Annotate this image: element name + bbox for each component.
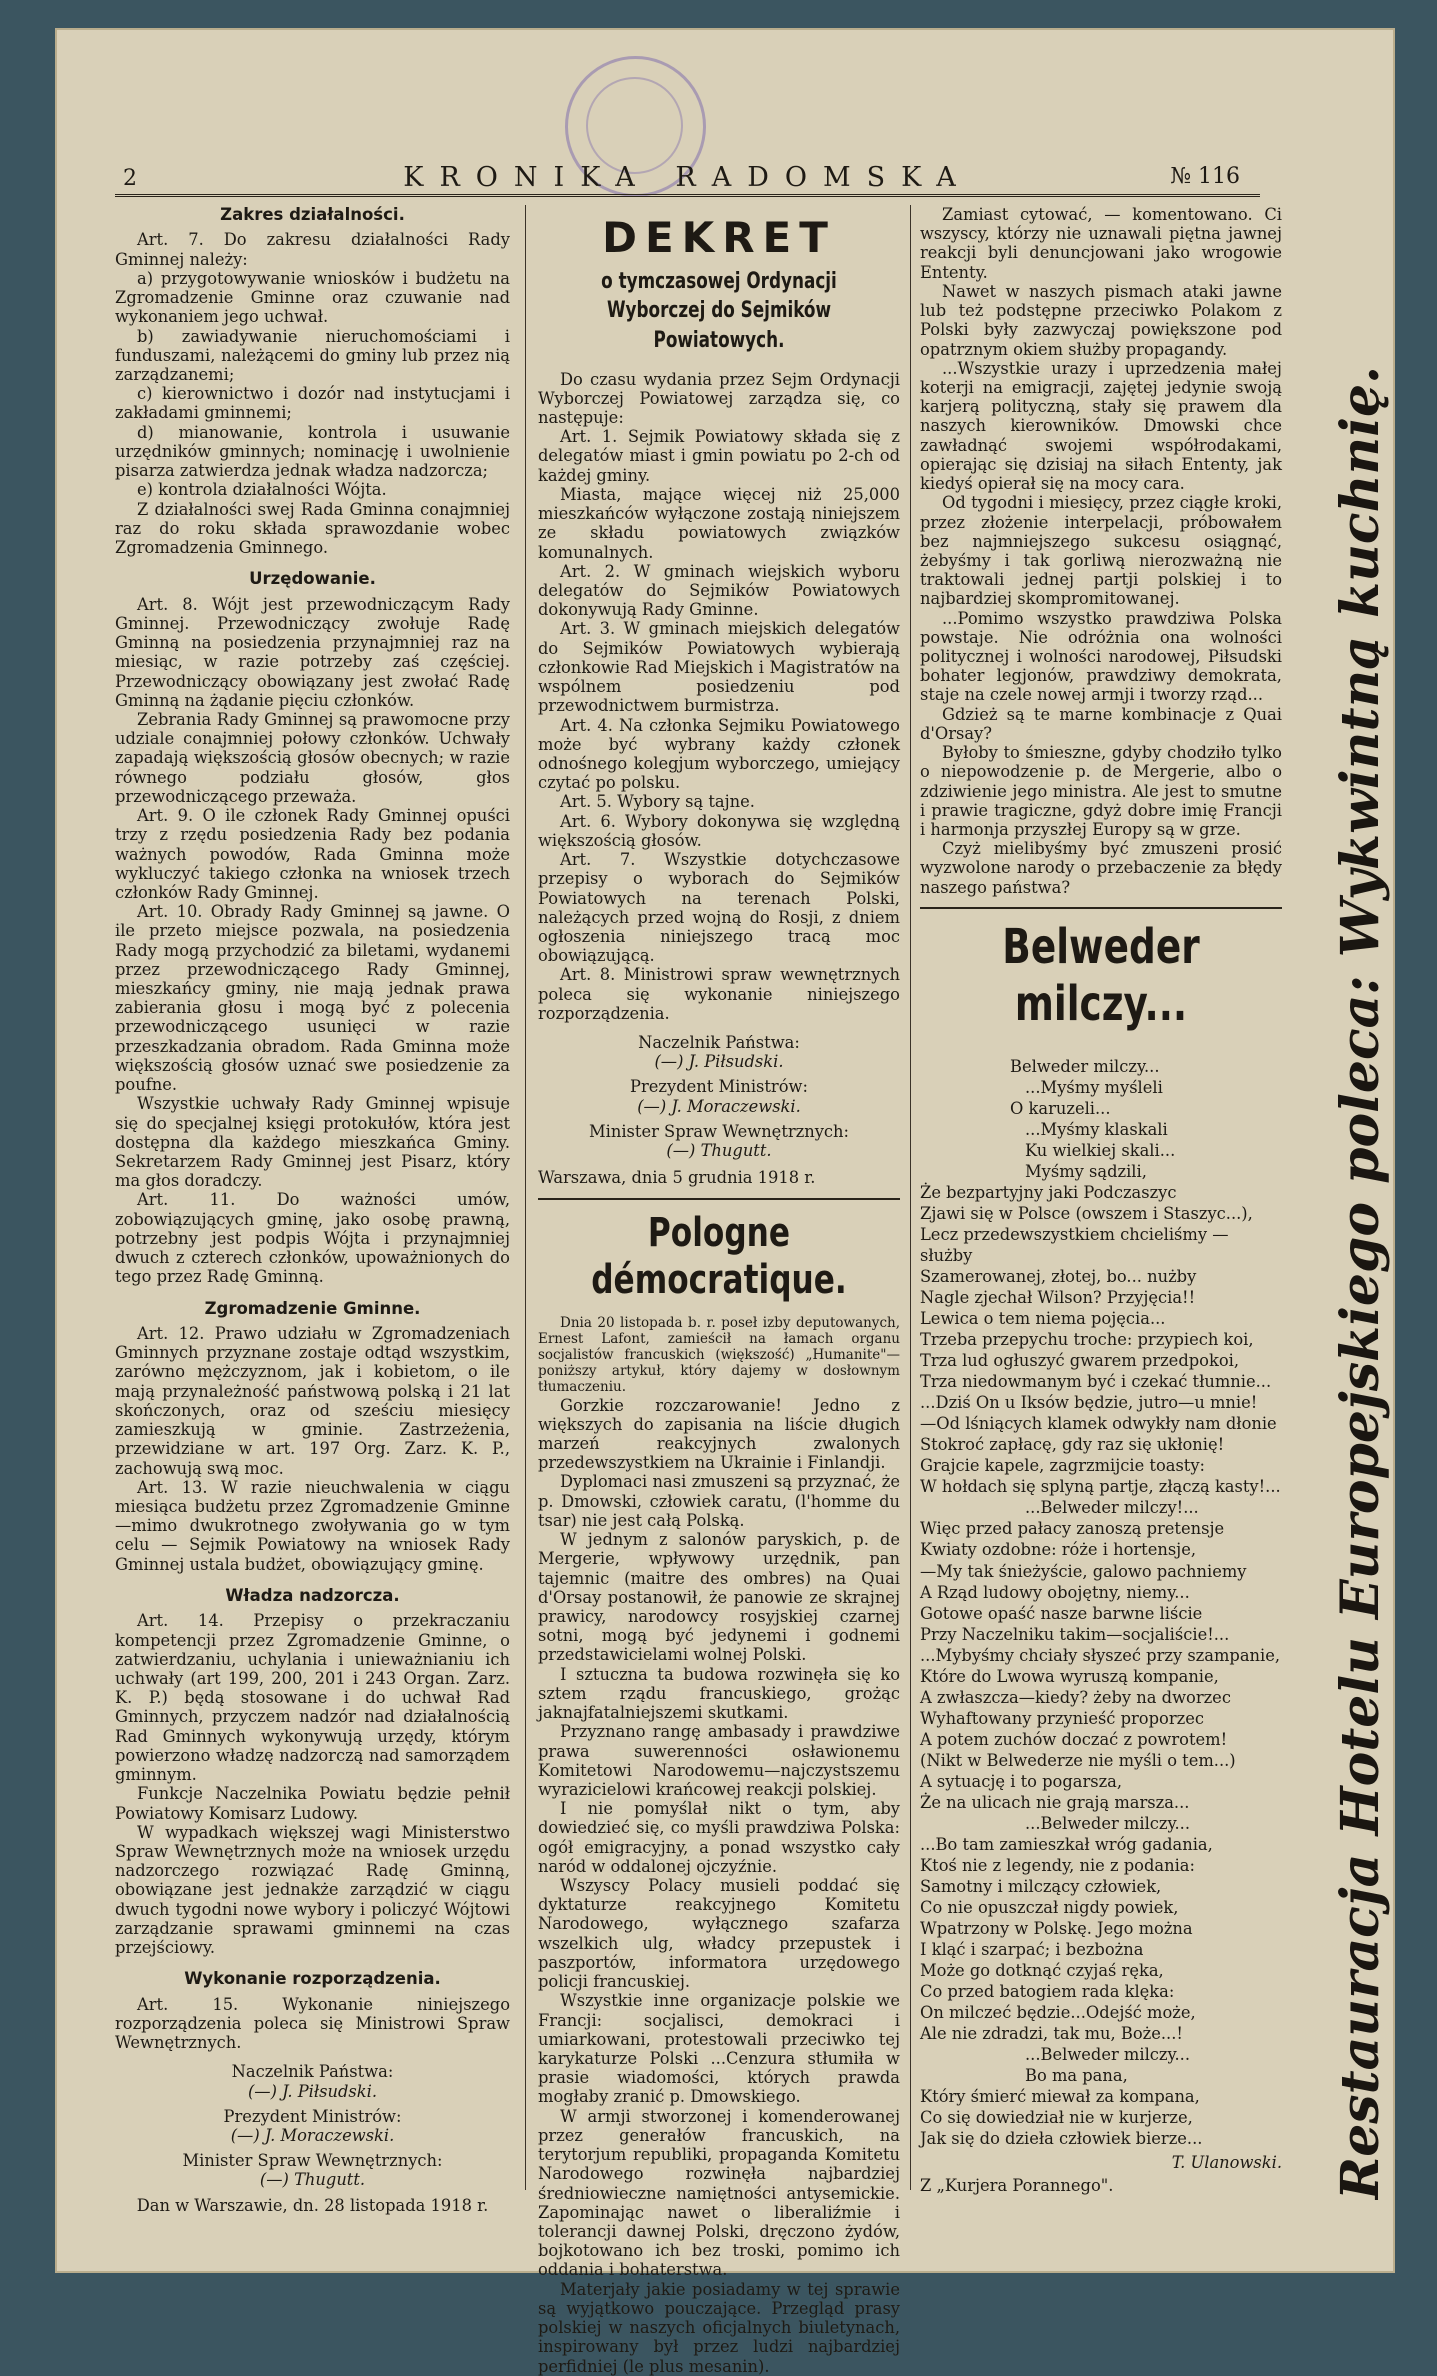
decree-subtitle: o tymczasowej Ordynacji Wyborczej do Sejmików Powiatowych. [601,268,837,353]
decree-headline: DEKRET [602,213,836,262]
paragraph: W armji stworzonej i komenderowanej przez generałów francuskich, na terytorjum republiki, propaganda Komitetu Narodowego rozwinęła najbardziej średniowieczne namiętności antysemickie. Zapominając nawet o liberaliźmie i tolerancji dawnej Polski, dręczono żydów, bojkotowano ich bez troski, pomimo ich oddania i bohaterstwa. [538,2106,900,2280]
poem-line: Co przed batogiem rada klęka: [920,1981,1175,2001]
divider [920,907,1282,909]
paragraph: Art. 10. Obrady Rady Gminnej są jawne. O ile przeto miejsce pozwala, na posiedzenia Rady mogą przychodzić za biletami, wydanemi przez przewodniczącego Rady Gminnej, mieszkańcy gminy, nie mają jednak prawa zabierania głosu i mogą być z polecenia przewodniczącego usunięci w razie przeszkadzania obradom. Rada Gminna może większością głosów uznać swe posiedzenie za poufne. [115,902,510,1095]
column-1 [115,205,510,2215]
poem-line: Lecz przedewszystkiem chcieliśmy — służby [920,1225,1229,1266]
paragraph: Gorzkie rozczarowanie! Jedno z większych do zapisania na liście długich marzeń reakcyjnych zwalonych przedewszystkiem na Ukrainie i Finlandji. [538,1395,900,1473]
signature: (—) Thugutt. [259,2170,366,2190]
poem-line: —My tak śnieżyście, galowo pachniemy [920,1561,1247,1581]
paragraph: I sztuczna ta budowa rozwinęła się ko sztem rządu francuskiego, grożąc jaknajfatalniejszemi skutkami. [538,1664,900,1723]
paragraph: ...Pomimo wszystko prawdziwa Polska powstaje. Nie odróżnia ona wolności politycznej i wolności narodowej, Piłsudski bohater legjonów, prawdziwy demokrata, staje na czele nowej armji i tworzy rząd... [920,608,1282,705]
paragraph: Miasta, mające więcej niż 25,000 mieszkańców wyłączone zostają niniejszem ze składu powiatowych związków komunalnych. [538,484,900,562]
poem-source: Z „Kurjera Porannego". [920,2176,1114,2196]
poem-line: ...Myśmy myśleli [1025,1078,1163,1098]
paragraph: Art. 3. W gminach miejskich delegatów do Sejmików Powiatowych wybierają członkowie Rad Miejskich i Magistratów na wspólnem posiedzeniu pod przewodnictwem burmistrza. [538,619,900,716]
poem-line: Trza lud ogłuszyć gwarem przedpokoi, [920,1351,1240,1371]
divider [538,1198,900,1200]
paragraph: d) mianowanie, kontrola i usuwanie urzędników gminnych; nominację i uwolnienie pisarza zatwierdza jednak władza nadzorcza; [115,422,510,481]
article-lead: Dnia 20 listopada b. r. poseł izby deputowanych, Ernest Lafont, zamieścił na łamach organu socjalistów francuskich (większość) „Humanite"—poniższy artykuł, który dajemy w dosłownym tłumaczeniu. [538,1314,900,1395]
poem-line: Że na ulicach nie grają marsza... [920,1792,1190,1812]
poem-line: A Rząd ludowy obojętny, niemy... [920,1582,1190,1602]
side-advertisement: Restauracja Hotelu Europejskiego poleca: Wykwintną kuchnię. [1330,365,1391,2200]
article-headline: Pologne démocratique. [591,1209,847,1303]
poem-line: Nagle zjechał Wilson? Przyjęcia!! [920,1288,1196,1308]
column-rule [910,205,911,2190]
paragraph: Materjały jakie posiadamy w tej sprawie są wyjątkowo pouczające. Przegląd prasy polskiej w naszych oficjalnych biuletynach, inspirowany był przez ludzi najbardziej perfidniej (le plus mesanin). [538,2279,900,2376]
signature-title: Naczelnik Państwa: [638,1033,800,1053]
paragraph: Art. 13. W razie nieuchwalenia w ciągu miesiąca budżetu przez Zgromadzenie Gminne—mimo dwukrotnego zwoływania go w tym celu — Sejmik Powiatowy na wniosek Rady Gminnej ustala budżet, obowiązujący gminę. [115,1477,510,1574]
poem-line: ...Belweder milczy!... [1025,1498,1199,1518]
paragraph: Art. 4. Na członka Sejmiku Powiatowego może być wybrany każdy członek odnośnego kolegjum wyborczego, umiejący czytać po polsku. [538,715,900,793]
poem-line: ...Dziś On u Iksów będzie, jutro—u mnie! [920,1393,1258,1413]
paragraph: Z działalności swej Rada Gminna conajmniej raz do roku składa sprawozdanie wobec Zgromadzenia Gminnego. [115,499,510,557]
poem-line: Lewica o tem niema pojęcia... [920,1309,1166,1329]
poem-line: Trza niedowmanym być i czekać tłumnie... [920,1372,1272,1392]
poem-line: Belweder milczy... [1010,1057,1160,1077]
paragraph: Art. 15. Wykonanie niniejszego rozporządzenia poleca się Ministrowi Spraw Wewnętrznych. [115,1994,510,2053]
signature: (—) J. Piłsudski. [247,2081,378,2101]
poem-line: ...Mybyśmy chciały słyszeć przy szampanie, [920,1645,1281,1665]
poem-line: Które do Lwowa wyruszą kompanie, [920,1666,1219,1686]
paragraph: Art. 8. Ministrowi spraw wewnętrznych poleca się wykonanie niniejszego rozporządzenia. [538,965,900,1023]
poem-line: Bo ma pana, [1025,2065,1128,2085]
paragraph: ...Wszystkie urazy i uprzedzenia małej koterji na emigracji, zajętej jedynie swoją karjerą polityczną, stały się prawem dla naszych kierowników. Dmowski chce zawładnąć swojemi współrodakami, opierając się dzisiaj na siłach Ententy, jak kiedyś opierał się na mocy cara. [920,358,1282,494]
paragraph: e) kontrola działalności Wójta. [137,480,387,500]
paragraph: Nawet w naszych pismach ataki jawne lub też podstępne przeciwko Polakom z Polski były zazwyczaj powiększone pod opatrznym okiem służby propagandy. [920,281,1282,359]
paragraph: Art. 7. Wszystkie dotychczasowe przepisy o wyborach do Sejmików Powiatowych na terenach Polski, należących przed wojną do Rosji, z dniem ogłoszenia niniejszego tracą moc obowiązującą. [538,850,900,966]
poem-line: Ktoś nie z legendy, nie z podania: [920,1855,1195,1875]
poem-line: ...Belweder milczy... [1025,1813,1191,1833]
poem [920,1056,1282,2149]
masthead [115,158,1260,197]
poem-line: Zjawi się w Polsce (owszem i Staszyc...), [920,1204,1253,1224]
decree-date: Warszawa, dnia 5 grudnia 1918 r. [538,1168,816,1188]
poem-line: Ale nie zdradzi, tak mu, Boże...! [920,2023,1183,2043]
column-3 [920,205,1282,2195]
poem-line: Stokroć zapłacę, gdy raz się ukłonię! [920,1435,1225,1455]
paragraph: Art. 12. Prawo udziału w Zgromadzeniach Gminnych przyznane zostaje odtąd wszystkim, zarówno mężczyznom, jak i kobietom, o ile mają przynależność państwową polską i 21 lat skończonych, oraz od sześciu miesięcy zamieszkują w gminie. Zastrzeżenia, przewidziane w art. 197 Org. Zarz. K. P., zachowują swą moc. [115,1324,510,1478]
paragraph: Do czasu wydania przez Sejm Ordynacji Wyborczej Powiatowej zarządza się, co następuje: [538,369,900,428]
paragraph: Art. 5. Wybory są tajne. [560,792,755,812]
poem-line: Przy Naczelniku takim—socjaliście!... [920,1624,1230,1644]
decree-date: Dan w Warszawie, dn. 28 listopada 1918 r. [136,2195,489,2215]
poem-line: —Od lśniących klamek odwykły nam dłonie [920,1414,1277,1434]
poem-line: Może go dotknąć czyjaś ręka, [920,1960,1164,1980]
paragraph: W jednym z salonów paryskich, p. de Mergerie, wpływowy urzędnik, pan tajemnic (maitre des ombres) na Quai d'Orsay postanowił, że panowie ze skrajnej prawicy, narodowcy rosyjskiej czarnej sotni, mogą być jedynemi i godnemi przedstawicielami wolnej Polski. [538,1530,900,1665]
poem-line: A potem zuchów doczać z powrotem! [920,1729,1228,1749]
signature-title: Prezydent Ministrów: [630,1077,808,1097]
signature: (—) J. Piłsudski. [654,1052,784,1072]
paragraph: Wszystkie inne organizacje polskie we Francji: socjalisci, demokraci i umiarkowani, protestowali przeciwko tej karykaturze Polski ...Cenzura stłumiła w prasie wiadomości, których prawda mogłaby zranić p. Dmowskiego. [538,1991,900,2107]
paragraph: Art. 11. Do ważności umów, zobowiązujących gminę, jako osobę prawną, potrzebny jest podpis Wójta i przynajmniej dwuch z czterech członków, upoważnionych do tego przez Radę Gminną. [115,1190,510,1287]
poem-line: Samotny i milczący człowiek, [920,1876,1162,1896]
paragraph: b) zawiadywanie nieruchomościami i funduszami, należącemi do gminy lub przez nią zarządzanemi; [115,326,510,384]
paragraph: Byłoby to śmieszne, gdyby chodziło tylko o niepowodzenie p. de Mergerie, albo o zdziwienie jego ministra. Ale jest to smutne i prawie tragiczne, gdyż dobre imię Francji i harmonja przyszłej Europy są w grze. [920,743,1282,839]
signature-title: Minister Spraw Wewnętrznych: [588,1121,849,1141]
poem-line: ...Bo tam zamieszkał wróg gadania, [920,1834,1213,1854]
paragraph: Art. 9. O ile członek Rady Gminnej opuści trzy z rzędu posiedzenia Rady bez podania ważnych powodów, Rada Gminna może wykluczyć takiego członka na wniosek trzech członków Rady Gminnej. [115,806,510,902]
poem-line: ...Myśmy klaskali [1025,1120,1168,1140]
signature: (—) Thugutt. [666,1141,772,1161]
poem-line: Że bezpartyjny jaki Podczaszyc [920,1183,1177,1203]
poem-line: On milczeć będzie...Odejść może, [920,2002,1196,2022]
paragraph: Art. 2. W gminach wiejskich wyboru delegatów do Sejmików Powiatowych dokonywują Rady Gminne. [538,561,900,620]
section-heading: Władza nadzorcza. [225,1585,400,1605]
poem-line: Co nie opuszczał nigdy powiek, [920,1897,1179,1917]
paragraph: Wszystkie uchwały Rady Gminnej wpisuje się do specjalnej księgi protokułów, która jest dostępna dla każdego mieszkańca Gminy. Sekretarzem Rady Gminnej jest Pisarz, który ma głos doradczy. [115,1094,510,1191]
poem-line: Wyhaftowany przynieść proporzec [920,1708,1204,1728]
poem-line: Trzeba przepychu troche: przypiech koi, [920,1330,1254,1350]
poem-author: T. Ulanowski. [1171,2152,1282,2172]
paragraph: Wszyscy Polacy musieli poddać się dyktaturze reakcyjnego Komitetu Narodowego, wyłącznego szafarza wszelkich ulg, władcy przepustek i paszportów, informatora urzędowego policji francuskiej. [538,1876,900,1992]
poem-line: I kląć i szarpać; i bezbożna [920,1939,1144,1959]
paragraph: I nie pomyślał nikt o tym, aby dowiedzieć się, co myśli prawdziwa Polska: ogół emigracyjny, a ponad wszystko cały naród w oddalonej ojczyźnie. [538,1799,900,1876]
poem-line: Który śmierć miewał za kompana, [920,2086,1200,2106]
signature-title: Minister Spraw Wewnętrznych: [182,2151,443,2171]
paragraph: Gdzież są te marne kombinacje z Quai d'Orsay? [920,704,1282,743]
issue-number: № 116 [1170,164,1240,189]
poem-line: A sytuację i to pogarsza, [920,1771,1123,1791]
signature: (—) J. Moraczewski. [637,1096,801,1116]
column-2 [538,205,900,2376]
poem-line: W hołdach się splyną partje, złączą kasty!... [920,1477,1281,1497]
paragraph: Art. 7. Do zakresu działalności Rady Gminnej należy: [115,230,510,269]
paragraph: Art. 8. Wójt jest przewodniczącym Rady Gminnej. Przewodniczący zwołuje Radę Gminną na posiedzenia przynajmniej raz na miesiąc, w razie potrzeby zaś częściej. Przewodniczący obowiązany jest zwołać Radę Gminną na żądanie pięciu członków. [115,594,510,710]
poem-line: Co się dowiedział nie w kurjerze, [920,2107,1193,2127]
newspaper-title: KRONIKA RADOMSKA [403,162,972,193]
poem-line: A zwłaszcza—kiedy? żeby na dworzec [920,1687,1231,1707]
section-heading: Zgromadzenie Gminne. [204,1298,421,1318]
signature: (—) J. Moraczewski. [230,2126,395,2146]
paragraph: Art. 1. Sejmik Powiatowy składa się z delegatów miast i gmin powiatu po 2-ch od każdej gminy. [538,427,900,485]
paragraph: c) kierownictwo i dozór nad instytucjami i zakładami gminnemi; [115,384,510,423]
poem-line: Myśmy sądzili, [1025,1162,1147,1182]
poem-line: Grajcie kapele, zagrzmijcie toasty: [920,1456,1206,1476]
paragraph: Przyznano rangę ambasady i prawdziwe prawa suwerenności osławionemu Komitetowi Narodowemu—najczystszemu wyrazicielowi krańcowej reakcji polskiej. [538,1722,900,1799]
paragraph: a) przygotowywanie wniosków i budżetu na Zgromadzenie Gminne oraz czuwanie nad wykonaniem jego uchwał. [115,268,510,327]
paragraph: Funkcje Naczelnika Powiatu będzie pełnił Powiatowy Komisarz Ludowy. [115,1784,510,1823]
poem-line: Szamerowanej, złotej, bo... nużby [920,1267,1197,1287]
poem-line: Jak się do dzieła człowiek bierze... [920,2128,1203,2148]
paragraph: W wypadkach większej wagi Ministerstwo Spraw Wewnętrznych może na wniosek urzędu nadzorczego rozwiązać Radę Gminną, obowiązane jest jednakże zarządzić w ciągu dwuch tygodni nowe wybory i policzyć Wójtowi zarządzanie sprawami gminnemi na czas przejściowy. [115,1822,510,1958]
poem-line: Wpatrzony w Polskę. Jego można [920,1918,1193,1938]
column-rule [525,205,526,2190]
signature-title: Prezydent Ministrów: [223,2106,402,2126]
paragraph: Zebrania Rady Gminnej są prawomocne przy udziale conajmniej połowy członków. Uchwały zapadają większością głosów obecnych; w razie równego podziału głosów, głos przewodniczącego przeważa. [115,709,510,806]
paragraph: Dyplomaci nasi zmuszeni są przyznać, że p. Dmowski, człowiek caratu, (l'homme du tsar) nie jest całą Polską. [538,1472,900,1530]
poem-line: Ku wielkiej skali... [1025,1141,1176,1161]
poem-line: Więc przed pałacy zanoszą pretensje [920,1519,1225,1539]
section-heading: Wykonanie rozporządzenia. [184,1969,441,1989]
section-heading: Zakres działalności. [220,205,405,224]
poem-line: O karuzeli... [1010,1099,1111,1119]
poem-headline: Belweder milczy... [1002,918,1200,1032]
poem-line: Kwiaty ozdobne: róże i hortensje, [920,1540,1197,1560]
paragraph: Czyż mielibyśmy być zmuszeni prosić wyzwolone narody o przebaczenie za błędy naszego państwa? [920,839,1282,897]
paragraph: Zamiast cytować, — komentowano. Ci wszyscy, którzy nie uznawali piętna jawnej reakcji byli denuncjowani jako wrogowie Ententy. [920,205,1282,282]
poem-line: (Nikt w Belwederze nie myśli o tem...) [920,1750,1236,1770]
poem-line: ...Belweder milczy... [1025,2044,1191,2064]
section-heading: Urzędowanie. [249,569,376,589]
paragraph: Art. 6. Wybory dokonywa się względną większością głosów. [538,811,900,850]
paragraph: Art. 14. Przepisy o przekraczaniu kompetencji przez Zgromadzenie Gminne, o zatwierdzaniu, uchylania i unieważnianiu ich uchwały (art 199, 200, 201 i 243 Organ. Zarz. K. P.) będą stosowane i do uchwał Rad Gminnych, przyczem nadzór nad działalnością Rad Gminnych wykonywują urzędy, którym powierzono władzę nadzorczą nad samorządem gminnym. [115,1611,510,1785]
signature-title: Naczelnik Państwa: [231,2062,394,2082]
paragraph: Od tygodni i miesięcy, przez ciągłe kroki, przez złożenie interpelacji, próbowałem bez najmniejszego sukcesu osiągnąć, żebyśmy i tak gorliwą nierozważną nie traktowali jednej partji polskiej i to najbardziej skompromitowanej. [920,493,1282,609]
poem-line: Gotowe opaść nasze barwne liście [920,1603,1203,1623]
page-number: 2 [123,166,137,191]
